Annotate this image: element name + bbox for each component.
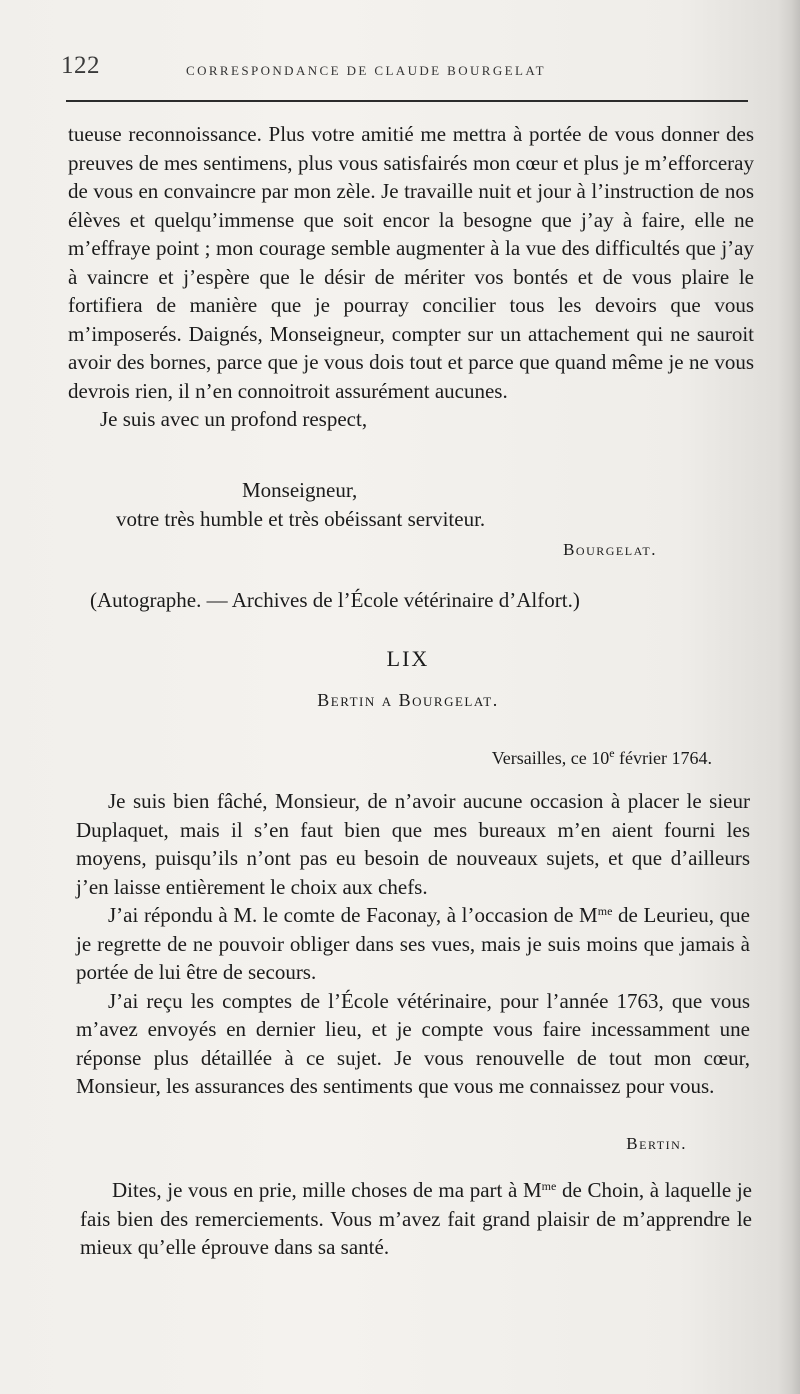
letter-number: LIX [386, 646, 430, 671]
signature-bertin: Bertin. [626, 1134, 687, 1153]
running-header [61, 52, 751, 92]
paragraph-text: de Choin, à laquelle je fais bien des remerciements. Vous m’avez fait grand plaisir de m’apprendre le mieux qu’elle éprouve dans sa santé. [80, 1178, 753, 1259]
running-title: CORRESPONDANCE DE CLAUDE BOURGELAT [186, 63, 547, 78]
letter-paragraph: Je suis bien fâché, Monsieur, de n’avoir aucune occasion à placer le sieur Duplaquet, mais il s’en faut bien que mes bureaux m’en aient fourni les moyens, puisqu’ils n’ont pas eu besoin de nouveaux sujets, et que d’ailleurs j’en laisse entièrement le choix aux chefs. [76, 789, 750, 899]
letter-lix-body [76, 787, 750, 1101]
signature-bourgelat: Bourgelat. [563, 540, 657, 559]
page-number: 122 [61, 52, 100, 79]
header-rule [66, 100, 748, 102]
paragraph-text: Dites, je vous en prie, mille choses de ma part à M [112, 1178, 542, 1202]
dateline-month-year: février 1764. [614, 748, 712, 768]
courtesy-formula: votre très humble et très obéissant serviteur. [116, 506, 486, 531]
postscript-paragraph [80, 1176, 752, 1262]
abbreviation-superscript: me [597, 904, 613, 918]
letter-paragraph: J’ai reçu les comptes de l’École vétérinaire, pour l’année 1763, que vous m’avez envoyés en dernier lieu, et je compte vous faire incessamment une réponse plus détaillée à ce sujet. Je vous renouvelle de tout mon cœur, Monsieur, les assurances des sentiments que vous me connaissez pour vous. [76, 988, 750, 1098]
previous-letter-body [68, 120, 754, 434]
closing-line: Je suis avec un profond respect, [100, 407, 368, 431]
letter-paragraph [76, 901, 750, 987]
dateline-ordinal: e [609, 746, 615, 760]
dateline [492, 748, 712, 769]
dateline-place-day: Versailles, ce 10 [491, 748, 610, 768]
abbreviation-superscript: me [541, 1179, 557, 1193]
paragraph-text: de Leurieu, que je regrette de ne pouvoir obliger dans ses vues, mais je suis moins que jamais à portée de lui être de secours. [76, 903, 750, 984]
postscript [80, 1176, 752, 1262]
salutation: Monseigneur, [242, 478, 358, 502]
previous-letter-paragraph: tueuse reconnoissance. Plus votre amitié me mettra à portée de vous donner des preuves de mes sentimens, plus vous satisfairés mon cœur et plus je m’efforceray de vous en convaincre par mon zèle. Je travaille nuit et jour à l’instruction de nos élèves et quelqu’immense que soit encor la besogne que j’ay à faire, elle ne m’effraye point ; mon courage semble augmenter à la vue des difficultés que j’ay à vaincre et j’espère que le désir de mériter vos bontés et de vous plaire le fortifiera de manière que je pourray concilier tous les devoirs que vous m’imposerés. Daignés, Monseigneur, compter sur un attachement qui ne sauroit avoir des bornes, parce que je vous dois tout et parce que quand même je ne vous devrois rien, il n’en connoitroit assurément aucunes. [68, 122, 754, 403]
letter-heading: Bertin a Bourgelat. [317, 690, 499, 710]
source-note: (Autographe. — Archives de l’École vétérinaire d’Alfort.) [90, 588, 580, 612]
paragraph-text: J’ai répondu à M. le comte de Faconay, à l’occasion de M [108, 903, 598, 927]
closing-formula [68, 476, 754, 533]
